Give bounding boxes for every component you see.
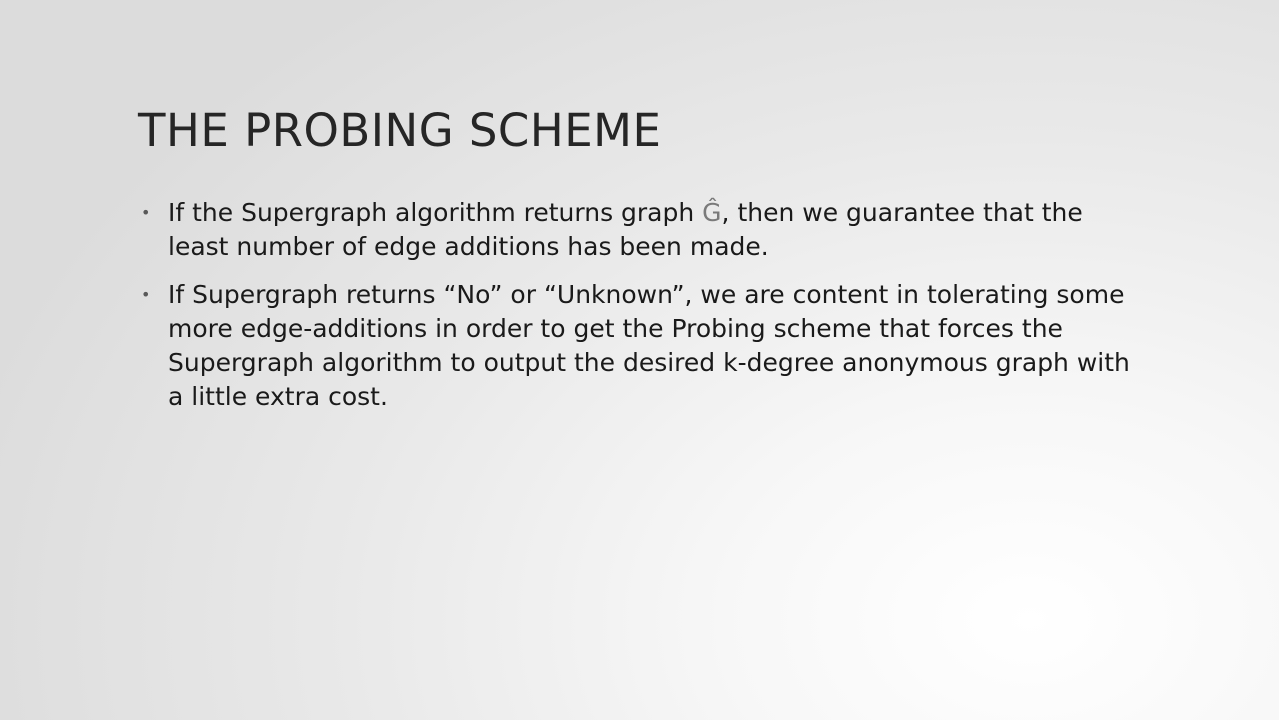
bullet-marker: •	[141, 203, 151, 222]
bullet-text-part: , then we guarantee that the least number of edge additions has been made.	[168, 198, 1083, 261]
bullet-item-supergraph-returns-graph	[138, 196, 1138, 264]
bullet-item-supergraph-no-unknown	[138, 278, 1138, 414]
bullet-list	[138, 196, 1138, 428]
graph-symbol: Ĝ	[702, 198, 722, 227]
slide-title: THE PROBING SCHEME	[138, 104, 662, 157]
bullet-marker: •	[141, 285, 151, 304]
bullet-text: If Supergraph returns “No” or “Unknown”, we are content in tolerating some more edge-additions in order to get the Probing scheme that forces the Supergraph algorithm to output the desired k-degree anonymous graph with a little extra cost.	[168, 280, 1130, 411]
bullet-text-part: If the Supergraph algorithm returns graph	[168, 198, 703, 227]
